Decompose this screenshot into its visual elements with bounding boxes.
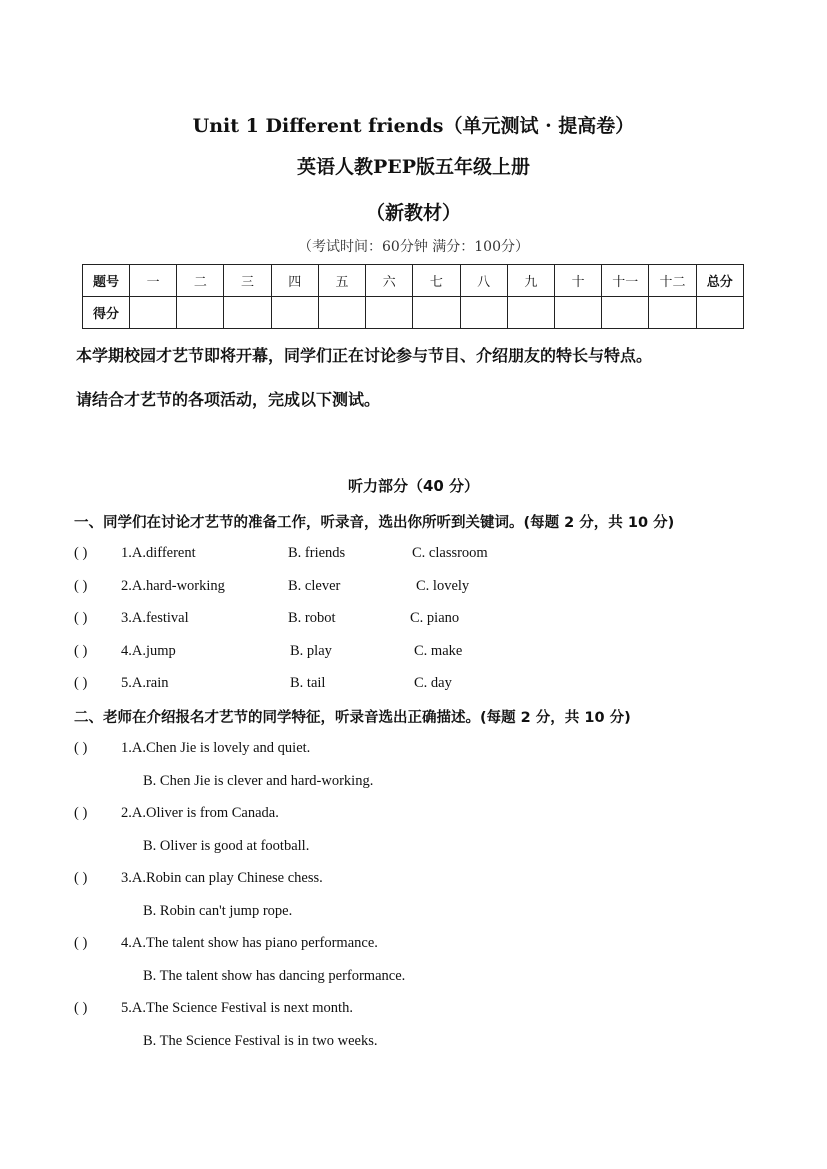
option-c: C. make <box>414 643 463 659</box>
option-b: B. Oliver is good at football. <box>143 838 310 854</box>
score-col: 六 <box>366 265 413 297</box>
doc-title: Unit 1 Different friends（单元测试 · 提高卷） <box>192 115 635 137</box>
option-b: B. robot <box>288 610 336 626</box>
score-col: 十一 <box>602 265 649 297</box>
listening-title: 听力部分（40 分） <box>347 477 480 495</box>
intro-line-2: 请结合才艺节的各项活动，完成以下测试。 <box>76 390 381 409</box>
score-col: 总分 <box>696 265 743 297</box>
answer-blank[interactable]: ( ) <box>74 578 88 594</box>
score-cell[interactable] <box>366 297 413 329</box>
doc-subtitle: 英语人教PEP版五年级上册 <box>296 156 531 178</box>
option-a: 3.A.festival <box>121 610 189 626</box>
score-cell[interactable] <box>602 297 649 329</box>
score-table <box>82 264 744 329</box>
score-cell[interactable] <box>507 297 554 329</box>
score-col: 十 <box>554 265 601 297</box>
score-col: 二 <box>177 265 224 297</box>
option-b: B. play <box>290 643 332 659</box>
score-header-row <box>83 265 744 297</box>
score-cell[interactable] <box>130 297 177 329</box>
option-b: B. The talent show has dancing performance. <box>143 968 406 984</box>
option-a: 1.A.different <box>121 545 196 561</box>
option-c: C. lovely <box>416 578 470 594</box>
score-col: 四 <box>271 265 318 297</box>
intro-line-1: 本学期校园才艺节即将开幕，同学们正在讨论参与节目、介绍朋友的特长与特点。 <box>76 346 653 365</box>
score-col: 十二 <box>649 265 696 297</box>
score-value-row <box>83 297 744 329</box>
score-col: 五 <box>318 265 365 297</box>
score-cell[interactable] <box>318 297 365 329</box>
option-a: 5.A.rain <box>121 675 169 691</box>
score-cell[interactable] <box>460 297 507 329</box>
option-b: B. clever <box>288 578 341 594</box>
score-row-label: 题号 <box>83 265 130 297</box>
score-cell[interactable] <box>649 297 696 329</box>
option-b: B. Robin can't jump rope. <box>143 903 293 919</box>
score-cell[interactable] <box>177 297 224 329</box>
score-col: 七 <box>413 265 460 297</box>
answer-blank[interactable]: ( ) <box>74 870 88 886</box>
answer-blank[interactable]: ( ) <box>74 643 88 659</box>
option-c: C. classroom <box>412 545 488 561</box>
option-a: 5.A.The Science Festival is next month. <box>121 1000 353 1016</box>
option-c: C. day <box>414 675 452 691</box>
score-col: 八 <box>460 265 507 297</box>
part2-heading: 二、老师在介绍报名才艺节的同学特征，听录音选出正确描述。(每题 2 分，共 10 分) <box>74 710 631 726</box>
score-cell[interactable] <box>554 297 601 329</box>
part1-heading: 一、同学们在讨论才艺节的准备工作，听录音，选出你所听到关键词。(每题 2 分，共 10 分) <box>74 515 675 531</box>
option-a: 2.A.hard-working <box>121 578 225 594</box>
option-c: C. piano <box>410 610 460 626</box>
score-col: 一 <box>130 265 177 297</box>
answer-blank[interactable]: ( ) <box>74 935 88 951</box>
answer-blank[interactable]: ( ) <box>74 545 88 561</box>
option-a: 2.A.Oliver is from Canada. <box>121 805 279 821</box>
option-b: B. Chen Jie is clever and hard-working. <box>143 773 374 789</box>
option-b: B. The Science Festival is in two weeks. <box>143 1033 378 1049</box>
option-a: 3.A.Robin can play Chinese chess. <box>121 870 323 886</box>
option-b: B. tail <box>290 675 326 691</box>
option-a: 4.A.jump <box>121 643 176 659</box>
option-a: 1.A.Chen Jie is lovely and quiet. <box>121 740 311 756</box>
answer-blank[interactable]: ( ) <box>74 610 88 626</box>
option-a: 4.A.The talent show has piano performance. <box>121 935 378 951</box>
score-cell[interactable] <box>413 297 460 329</box>
answer-blank[interactable]: ( ) <box>74 675 88 691</box>
score-cell[interactable] <box>271 297 318 329</box>
option-b: B. friends <box>288 545 346 561</box>
score-cell[interactable] <box>224 297 271 329</box>
score-col: 三 <box>224 265 271 297</box>
doc-edition: （新教材） <box>365 202 461 224</box>
answer-blank[interactable]: ( ) <box>74 740 88 756</box>
score-col: 九 <box>507 265 554 297</box>
exam-info: （考试时间：60分钟 满分：100分） <box>298 239 529 255</box>
score-cell[interactable] <box>696 297 743 329</box>
answer-blank[interactable]: ( ) <box>74 1000 88 1016</box>
answer-blank[interactable]: ( ) <box>74 805 88 821</box>
score-row-label: 得分 <box>83 297 130 329</box>
